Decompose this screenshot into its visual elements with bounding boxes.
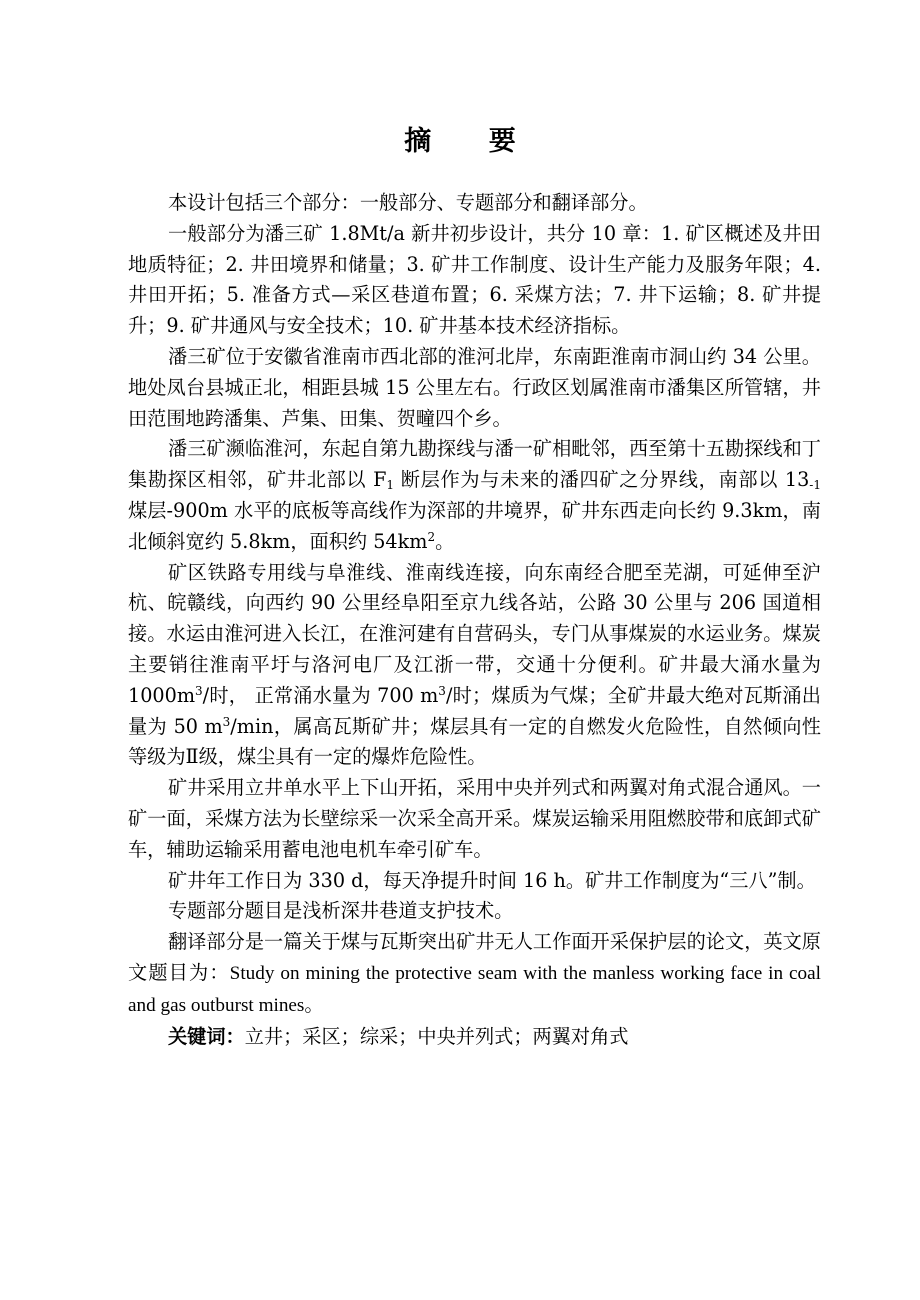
transport-superscript-3: 3 [222,714,231,729]
boundary-text-b: 断层作为与未来的潘四矿之分界线，南部以 13 [394,468,810,492]
paragraph-translation [128,927,821,1021]
transport-superscript-1: 3 [195,683,203,698]
paragraph-overview: 本设计包括三个部分：一般部分、专题部分和翻译部分。 [168,191,648,214]
transport-text-b: /时， 正常涌水量为 700 m [202,683,439,707]
translation-english-title: Study on mining the protective seam with the manless working face in coal and gas outburst mines [128,962,821,1016]
boundary-text-a: 潘三矿濒临淮河，东起自第九勘探线与潘一矿相毗邻，西至第十五勘探线和丁集勘探区相邻，矿井北部以 F [128,437,821,492]
paragraph-boundary [128,434,821,557]
paragraph-general-part: 一般部分为潘三矿 1.8Mt/a 新井初步设计，共分 10 章：1. 矿区概述及井田地质特征；2. 井田境界和储量；3. 矿井工作制度、设计生产能力及服务年限；4. 井田开拓；5. 准备方式—采区巷道布置；6. 采煤方法；7. 井下运输；8. 矿井提升；9. 矿井通风与安全技术；10. 矿井基本技术经济指标。 [128,221,821,338]
transport-text-d: /min，属高瓦斯矿井；煤层具有一定的自燃发火危险性，自然倾向性等级为Ⅱ级，煤尘具有一定的爆炸危险性。 [128,714,821,769]
paragraph-transport [128,558,821,774]
boundary-text-d: 。 [435,529,455,553]
boundary-superscript-area: 2 [427,529,436,544]
transport-superscript-2: 3 [438,683,446,698]
boundary-text-c: 煤层-900m 水平的底板等高线作为深部的井境界，矿井东西走向长约 9.3km，南北倾斜宽约 5.8km，面积约 54km [128,498,821,553]
keywords-value: 立井；采区；综采；中央并列式；两翼对角式 [244,1024,629,1048]
transport-text-c: /时；煤质为气煤；全矿井最大绝对瓦斯涌出量为 50 m [128,683,821,738]
keywords-line [128,1022,821,1053]
boundary-subscript-f: 1 [386,478,395,493]
abstract-body [128,188,821,1052]
keywords-label: 关键词： [168,1024,245,1048]
boundary-subscript-seam: -1 [809,478,821,493]
paragraph-location: 潘三矿位于安徽省淮南市西北部的淮河北岸，东南距淮南市洞山约 34 公里。地处凤台县城正北，相距县城 15 公里左右。行政区划属淮南市潘集区所管辖，井田范围地跨潘集、芦集、田集、贺疃四个乡。 [128,344,821,430]
paragraph-development: 矿井采用立井单水平上下山开拓，采用中央并列式和两翼对角式混合通风。一矿一面，采煤方法为长壁综采一次采全高开采。煤炭运输采用阻燃胶带和底卸式矿车，辅助运输采用蓄电池电机车牵引矿车。 [128,776,821,861]
translation-text-a: 翻译部分是一篇关于煤与瓦斯突出矿井无人工作面开采保护层的论文，英文原文题目为： [128,930,821,984]
translation-text-b: 。 [304,992,324,1016]
transport-text-a: 矿区铁路专用线与阜淮线、淮南线连接，向东南经合肥至芜湖，可延伸至沪杭、皖赣线，向西约 90 公里经阜阳至京九线各站，公路 30 公里与 206 国道相接。水运由淮河进入长江，在淮河建有自营码头，专门从事煤炭的水运业务。煤炭主要销往淮南平圩与洛河电厂及江浙一带，交通十分便利。矿井最大涌水量为 1000m [128,560,821,707]
paragraph-special-topic: 专题部分题目是浅析深井巷道支护技术。 [168,899,514,923]
paragraph-work-system: 矿井年工作日为 330 d，每天净提升时间 16 h。矿井工作制度为“三八”制。 [168,868,816,892]
abstract-title: 摘 要 [404,126,540,157]
